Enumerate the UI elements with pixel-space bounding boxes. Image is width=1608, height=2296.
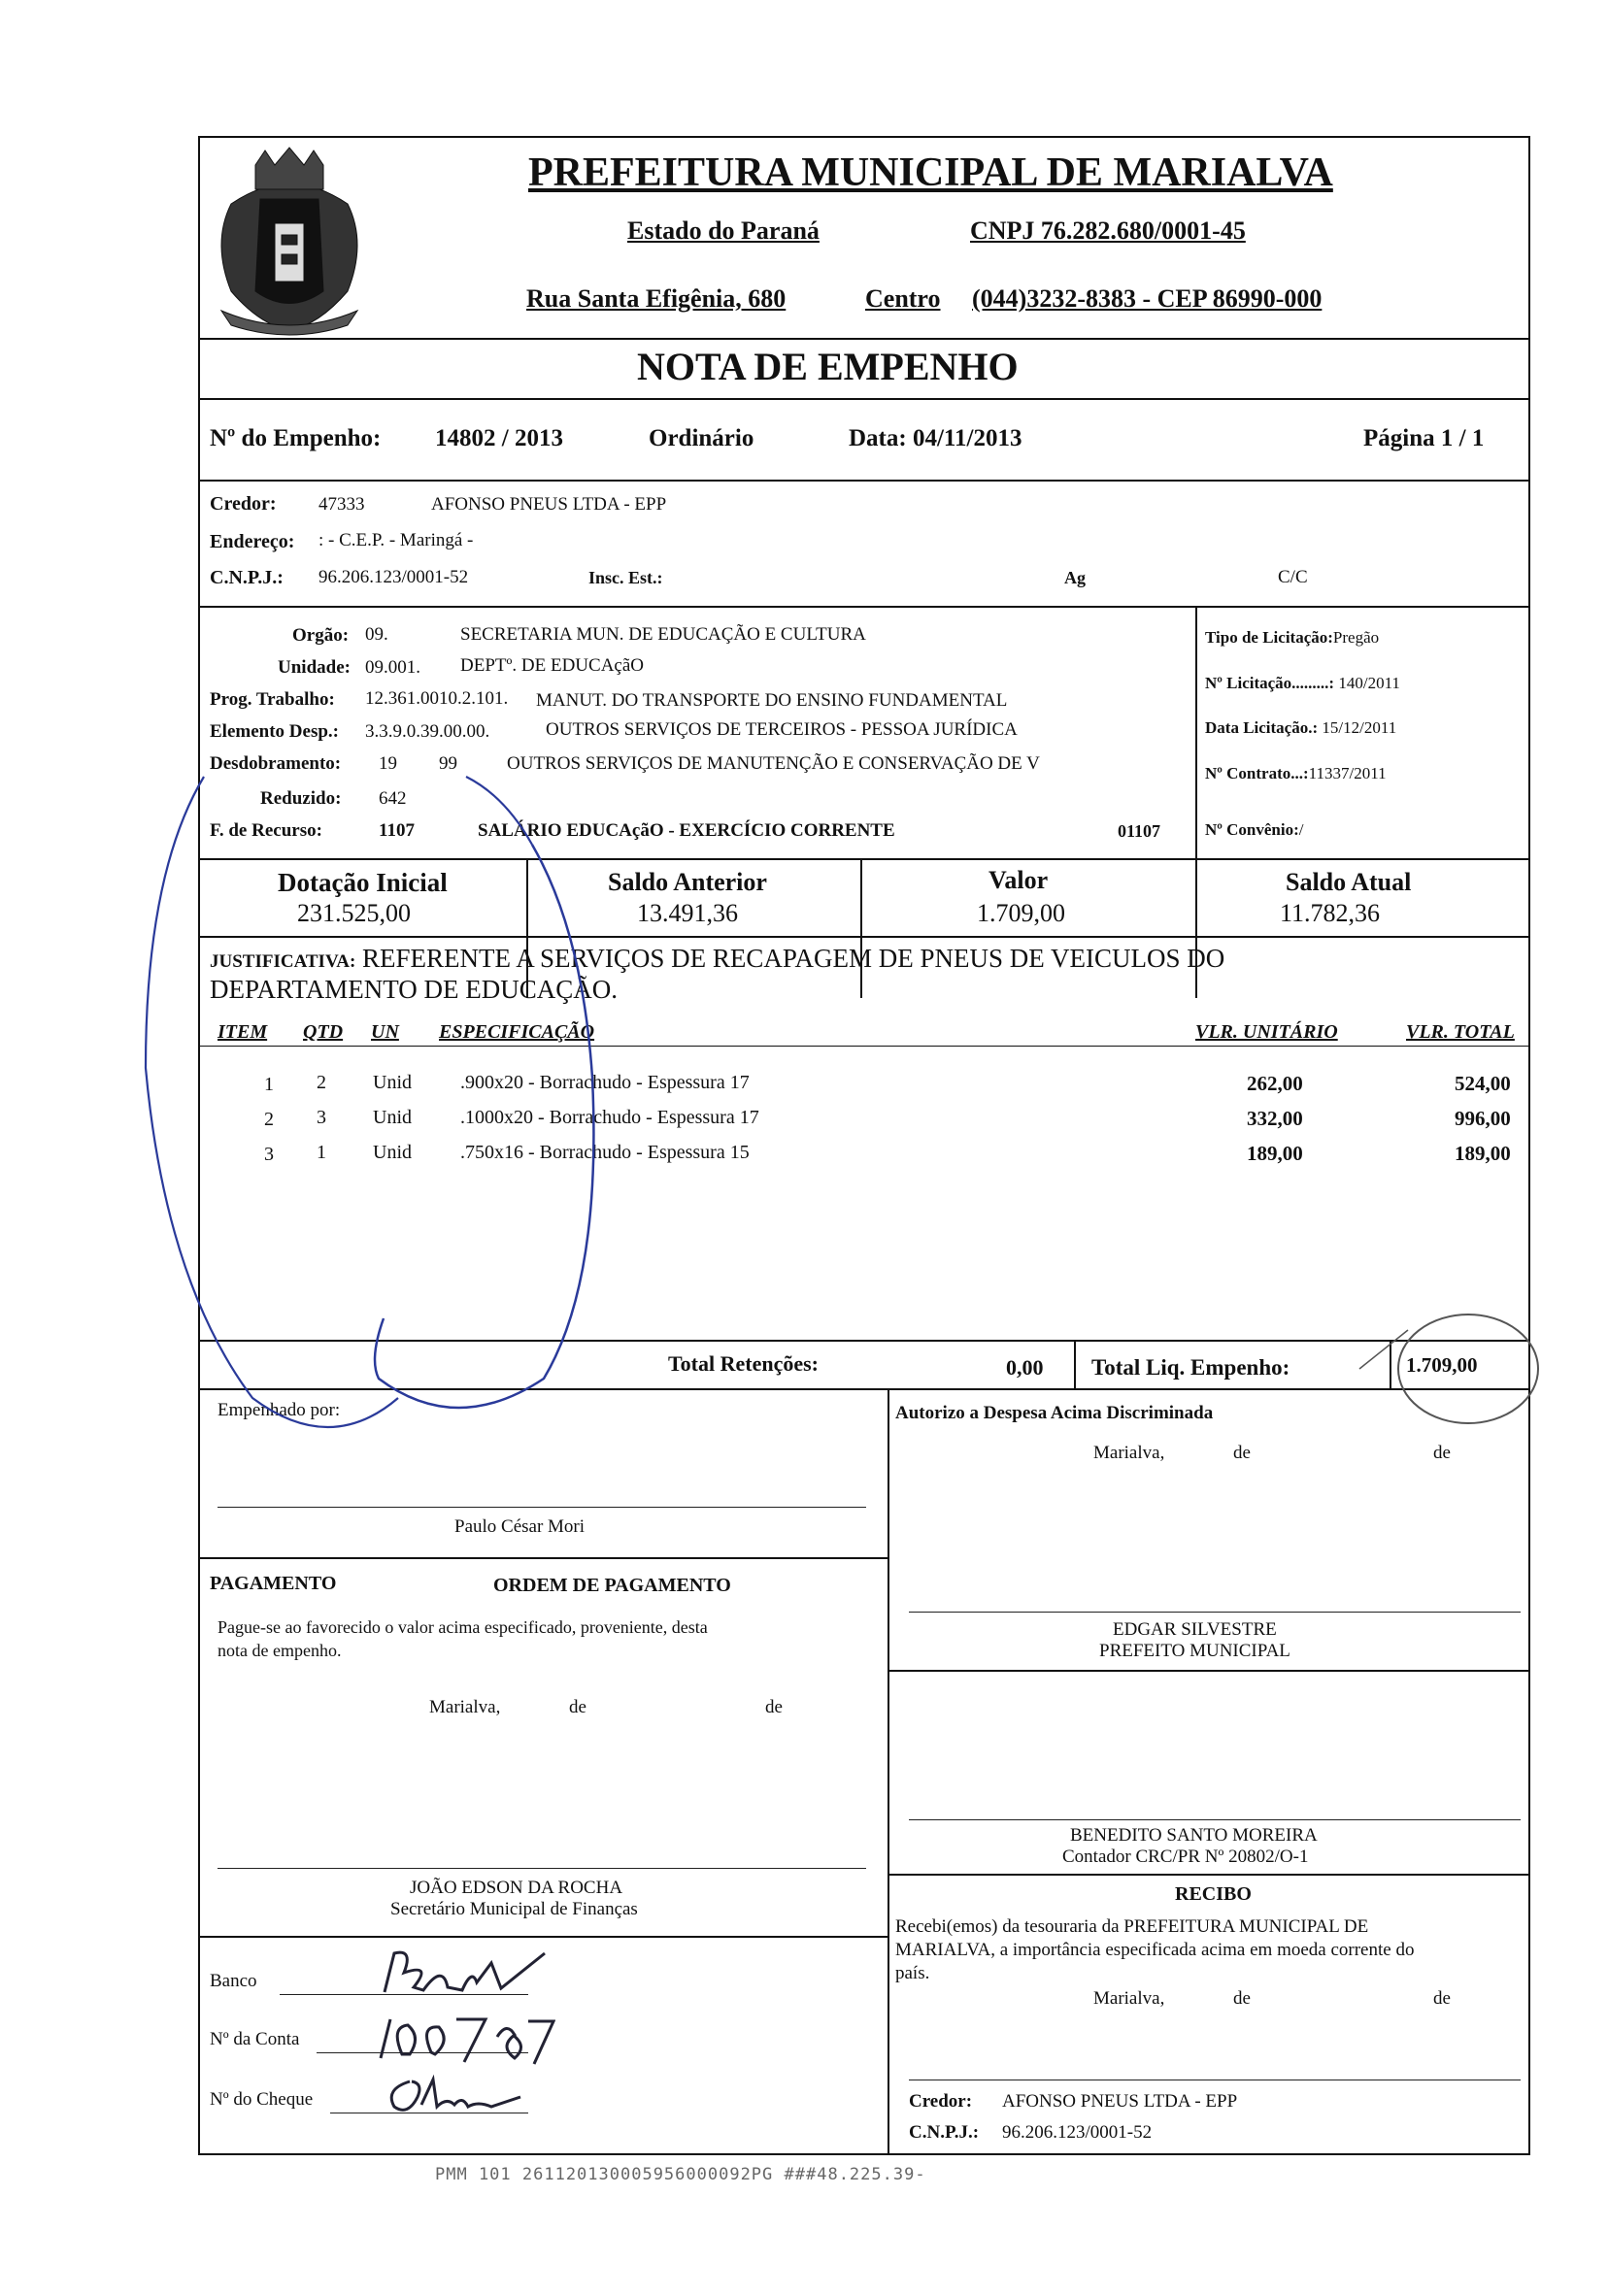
- convenio-value: /: [1298, 820, 1304, 839]
- item-number: 3: [264, 1144, 274, 1165]
- recurso-name: SALÁRIO EDUCAçãO - EXERCÍCIO CORRENTE: [478, 820, 895, 841]
- reduzido-code: 642: [379, 788, 407, 809]
- desdobramento-sub: 99: [439, 753, 457, 774]
- recibo-cnpj-value: 96.206.123/0001-52: [1002, 2122, 1153, 2143]
- elemento-code: 3.3.9.0.39.00.00.: [365, 721, 490, 742]
- empenhado-por-label: Empenhado por:: [218, 1400, 341, 1420]
- page-title: PREFEITURA MUNICIPAL DE MARIALVA: [528, 150, 1333, 195]
- item-qtd: 3: [317, 1107, 326, 1128]
- ordem-pagamento-label: ORDEM DE PAGAMENTO: [493, 1575, 731, 1596]
- pague-line2: nota de empenho.: [218, 1641, 342, 1660]
- col-vu-header: VLR. UNITÁRIO: [1195, 1021, 1338, 1043]
- recibo-line1: Recebi(emos) da tesouraria da PREFEITURA MUNICIPAL DE: [895, 1916, 1369, 1937]
- col-vt-header: VLR. TOTAL: [1406, 1021, 1515, 1043]
- saldo-anterior-value: 13.491,36: [637, 899, 738, 927]
- pagamento-label: PAGAMENTO: [210, 1573, 337, 1594]
- dotacao-label: Dotação Inicial: [278, 868, 448, 897]
- item-vt: 996,00: [1455, 1107, 1511, 1130]
- unidade-label: Unidade:: [278, 657, 351, 678]
- autorizo-de1: de: [1233, 1443, 1251, 1463]
- autorizo-text: Autorizo a Despesa Acima Discriminada: [895, 1403, 1214, 1423]
- header-cnpj: CNPJ 76.282.680/0001-45: [970, 216, 1246, 245]
- handwritten-cheque-signature: [375, 2068, 530, 2122]
- item-qtd: 1: [317, 1142, 326, 1163]
- unidade-name: DEPTº. DE EDUCAçãO: [460, 655, 644, 676]
- recibo-credor-label: Credor:: [909, 2091, 973, 2112]
- address-value: : - C.E.P. - Maringá -: [318, 530, 474, 550]
- total-liq-label: Total Liq. Empenho:: [1091, 1355, 1290, 1380]
- item-vt: 524,00: [1455, 1072, 1511, 1095]
- tipo-licitacao-label: Tipo de Licitação:Pregão: [1205, 628, 1380, 647]
- empenho-number: 14802 / 2013: [435, 425, 563, 451]
- col-un-header: UN: [371, 1021, 399, 1043]
- item-number: 1: [264, 1074, 274, 1095]
- empenho-number-label: Nº do Empenho:: [210, 425, 382, 451]
- empenho-form: [198, 136, 1530, 2155]
- recibo-line3: país.: [895, 1963, 930, 1983]
- insc-est-label: Insc. Est.:: [588, 568, 663, 587]
- item-esp: .900x20 - Borrachudo - Espessura 17: [460, 1072, 750, 1093]
- saldo-anterior-label: Saldo Anterior: [608, 868, 767, 896]
- unidade-code: 09.001.: [365, 657, 420, 678]
- recurso-number: 01107: [1118, 821, 1161, 841]
- conta-label: Nº da Conta: [210, 2029, 300, 2049]
- orgao-code: 09.: [365, 624, 388, 645]
- justificativa-line2: DEPARTAMENTO DE EDUCAÇÃO.: [210, 975, 618, 1004]
- dotacao-value: 231.525,00: [297, 899, 411, 927]
- cheque-label: Nº do Cheque: [210, 2089, 314, 2110]
- document-title: NOTA DE EMPENHO: [637, 345, 1019, 388]
- data-licitacao-value: 15/12/2011: [1322, 718, 1397, 737]
- col-item-header: ITEM: [218, 1021, 268, 1043]
- empenhado-por-name: Paulo César Mori: [454, 1516, 586, 1537]
- saldo-atual-label: Saldo Atual: [1286, 868, 1412, 896]
- pague-de2: de: [765, 1697, 783, 1717]
- recurso-code: 1107: [379, 820, 415, 841]
- item-vu: 189,00: [1247, 1142, 1303, 1165]
- item-un: Unid: [373, 1072, 412, 1093]
- credor-name: AFONSO PNEUS LTDA - EPP: [431, 494, 667, 515]
- valor-label: Valor: [988, 866, 1049, 894]
- prog-trabalho-code: 12.361.0010.2.101.: [365, 688, 509, 709]
- total-retencoes-label: Total Retenções:: [668, 1351, 819, 1376]
- pague-de1: de: [569, 1697, 586, 1717]
- recibo-de2: de: [1433, 1988, 1451, 2009]
- pague-city: Marialva,: [429, 1697, 501, 1717]
- licitacao-num-label: Nº Licitação.........: 140/2011: [1205, 674, 1400, 692]
- recibo-city: Marialva,: [1093, 1988, 1165, 2009]
- reduzido-label: Reduzido:: [260, 788, 342, 809]
- page-number: Página 1 / 1: [1363, 425, 1485, 451]
- prog-trabalho-label: Prog. Trabalho:: [210, 689, 335, 710]
- elemento-label: Elemento Desp.:: [210, 721, 339, 742]
- item-vt: 189,00: [1455, 1142, 1511, 1165]
- header-address: Rua Santa Efigênia, 680: [526, 284, 787, 313]
- justificativa-line1: JUSTIFICATIVA: REFERENTE A SERVIÇOS DE RECAPAGEM DE PNEUS DE VEICULOS DO: [210, 944, 1225, 973]
- state-name: Estado do Paraná: [627, 216, 820, 245]
- item-qtd: 2: [317, 1072, 326, 1093]
- banco-label: Banco: [210, 1971, 257, 1991]
- cnpj-label: C.N.P.J.:: [210, 567, 284, 588]
- desdobramento-label: Desdobramento:: [210, 753, 342, 774]
- ag-label: Ag: [1064, 568, 1086, 587]
- autorizo-city: Marialva,: [1093, 1443, 1165, 1463]
- total-retencoes-value: 0,00: [1006, 1355, 1044, 1380]
- total-liq-value: 1.709,00: [1406, 1353, 1478, 1377]
- prefeito-title: PREFEITO MUNICIPAL: [1099, 1641, 1290, 1661]
- elemento-name: OUTROS SERVIÇOS DE TERCEIROS - PESSOA JURÍDICA: [546, 719, 1018, 740]
- address-label: Endereço:: [210, 531, 295, 552]
- data-licitacao-label: Data Licitação.: 15/12/2011: [1205, 718, 1397, 737]
- header-district: Centro: [865, 284, 941, 313]
- credor-label: Credor:: [210, 493, 277, 515]
- pague-line1: Pague-se ao favorecido o valor acima especificado, proveniente, desta: [218, 1617, 708, 1637]
- tipo-licitacao-value: Pregão: [1332, 628, 1380, 647]
- contrato-value: 11337/2011: [1308, 764, 1387, 782]
- recibo-de1: de: [1233, 1988, 1251, 2009]
- prog-trabalho-name: MANUT. DO TRANSPORTE DO ENSINO FUNDAMENTAL: [536, 690, 1008, 711]
- contador-name: BENEDITO SANTO MOREIRA: [1070, 1825, 1318, 1846]
- cnpj-value: 96.206.123/0001-52: [318, 567, 469, 587]
- recibo-credor-name: AFONSO PNEUS LTDA - EPP: [1002, 2091, 1238, 2112]
- item-vu: 262,00: [1247, 1072, 1303, 1095]
- orgao-label: Orgão:: [292, 625, 350, 646]
- header-phone-cep: (044)3232-8383 - CEP 86990-000: [972, 284, 1323, 313]
- empenho-date: Data: 04/11/2013: [849, 425, 1022, 451]
- desdobramento-name: OUTROS SERVIÇOS DE MANUTENÇÃO E CONSERVAÇÃO DE V: [507, 753, 1040, 774]
- handwritten-banco-signature: [365, 1944, 550, 2012]
- item-esp: .1000x20 - Borrachudo - Espessura 17: [460, 1107, 759, 1128]
- handwritten-conta-number: [371, 2008, 555, 2070]
- item-number: 2: [264, 1109, 274, 1130]
- saldo-atual-value: 11.782,36: [1280, 899, 1381, 927]
- recibo-title: RECIBO: [1175, 1883, 1252, 1905]
- secretario-title: Secretário Municipal de Finanças: [390, 1899, 638, 1919]
- item-un: Unid: [373, 1142, 412, 1163]
- col-qtd-header: QTD: [303, 1021, 344, 1043]
- desdobramento-code: 19: [379, 753, 397, 774]
- recibo-cnpj-label: C.N.P.J.:: [909, 2122, 980, 2143]
- empenho-type: Ordinário: [649, 425, 754, 451]
- cc-label: C/C: [1278, 567, 1308, 587]
- prefeito-name: EDGAR SILVESTRE: [1113, 1619, 1277, 1640]
- contador-title: Contador CRC/PR Nº 20802/O-1: [1062, 1847, 1309, 1867]
- secretario-name: JOÃO EDSON DA ROCHA: [410, 1878, 623, 1898]
- valor-value: 1.709,00: [977, 899, 1065, 927]
- footer-code: PMM 101 261120130005956000092PG ###48.225.39-: [435, 2165, 926, 2184]
- justificativa-label: JUSTIFICATIVA:: [210, 951, 356, 972]
- recibo-line2: MARIALVA, a importância especificada acima em moeda corrente do: [895, 1940, 1415, 1960]
- item-un: Unid: [373, 1107, 412, 1128]
- col-esp-header: ESPECIFICAÇÃO: [439, 1021, 595, 1043]
- licitacao-num-value: 140/2011: [1338, 674, 1400, 692]
- contrato-label: Nº Contrato...:11337/2011: [1205, 764, 1387, 782]
- item-esp: .750x16 - Borrachudo - Espessura 15: [460, 1142, 750, 1163]
- convenio-label: Nº Convênio:/: [1205, 820, 1304, 839]
- credor-code: 47333: [318, 494, 365, 515]
- autorizo-de2: de: [1433, 1443, 1451, 1463]
- item-vu: 332,00: [1247, 1107, 1303, 1130]
- orgao-name: SECRETARIA MUN. DE EDUCAÇÃO E CULTURA: [460, 624, 866, 645]
- recurso-label: F. de Recurso:: [210, 820, 322, 841]
